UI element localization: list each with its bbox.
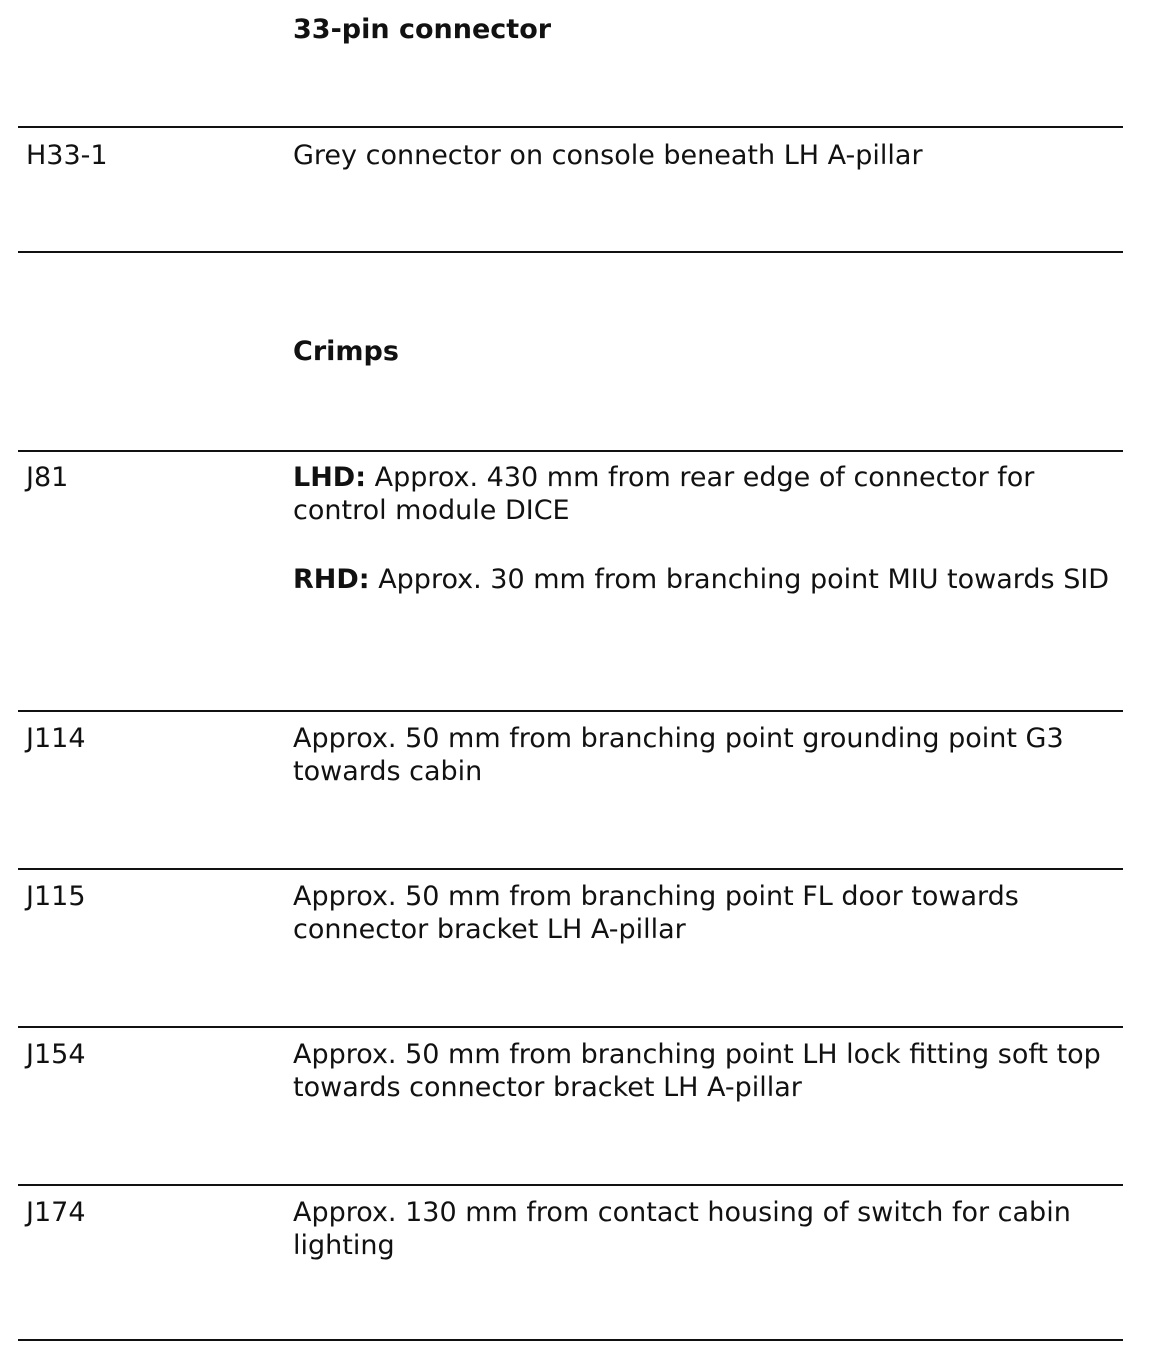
table-divider — [18, 868, 1123, 870]
crimp-description: Approx. 50 mm from branching point FL door towards connector bracket LH A-pillar — [293, 881, 1019, 945]
table-divider — [18, 450, 1123, 452]
connector-description: Grey connector on console beneath LH A-pillar — [293, 140, 923, 171]
rhd-note — [293, 563, 1113, 596]
crimp-description: Approx. 50 mm from branching point grounding point G3 towards cabin — [293, 723, 1064, 787]
crimp-code: J81 — [26, 462, 69, 493]
table-divider — [18, 1184, 1123, 1186]
crimp-code: J154 — [26, 1039, 86, 1070]
crimp-code: J174 — [26, 1197, 86, 1228]
crimp-description: Approx. 50 mm from branching point LH lock fitting soft top towards connector bracket LH A-pillar — [293, 1039, 1101, 1103]
connector-section-heading: 33-pin connector — [293, 14, 552, 45]
table-divider — [18, 126, 1123, 128]
crimp-description — [293, 461, 1113, 596]
table-divider — [18, 1339, 1123, 1341]
crimp-code: J114 — [26, 723, 86, 754]
crimp-description: Approx. 130 mm from contact housing of switch for cabin lighting — [293, 1197, 1071, 1261]
crimp-code: J115 — [26, 881, 86, 912]
table-divider — [18, 251, 1123, 253]
rhd-text: Approx. 30 mm from branching point MIU towards SID — [369, 564, 1110, 595]
lhd-note — [293, 461, 1113, 527]
rhd-label: RHD: — [293, 564, 370, 595]
table-divider — [18, 1026, 1123, 1028]
connector-code: H33-1 — [26, 140, 108, 171]
lhd-text: Approx. 430 mm from rear edge of connector for control module DICE — [293, 462, 1035, 526]
lhd-label: LHD: — [293, 462, 367, 493]
table-divider — [18, 710, 1123, 712]
crimps-section-heading: Crimps — [293, 336, 399, 367]
